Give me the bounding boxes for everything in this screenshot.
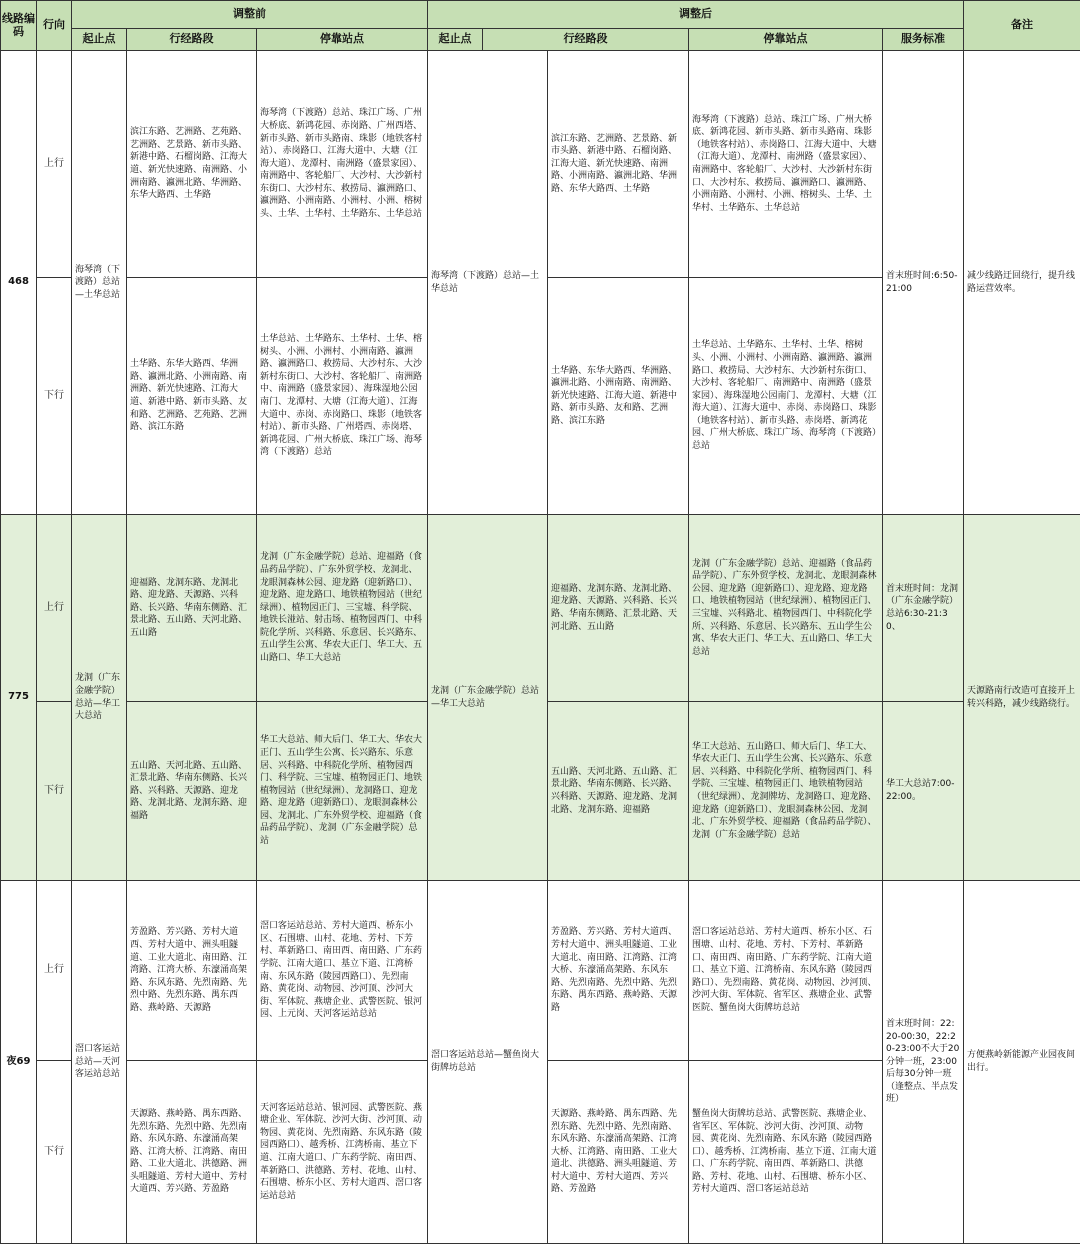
direction-down: 下行 (37, 1061, 72, 1244)
before-stops: 龙洞（广东金融学院）总站、迎福路（食品药品学院）、广东外贸学校、龙洞北、龙眼洞森林公园、迎龙路（迎新路口）、迎龙路、迎龙路口、地铁植物园站（世纪绿洲）、植物园正门、三宝墟、科学院、地铁长湴站、射击场、植物园西门、中科院化学所、兴科路、乐意居、长兴路东、五山学生公寓、华农大正门、华工大、五山路口、华工大总站 (257, 515, 428, 702)
table-row (1, 515, 1080, 702)
before-path: 滨江东路、艺洲路、艺苑路、艺洲路、艺景路、新市头路、新港中路、石榴岗路、江海大道、新光快速路、南洲路、小洲南路、瀛洲北路、华洲路、东华大路西、土华路 (127, 51, 257, 278)
after-path: 芳盈路、芳兴路、芳村大道西、芳村大道中、洲头咀隧道、工业大道北、南田路、江湾路、江湾大桥、东濠涌高架路、东风东路、先烈南路、先烈中路、先烈东路、禺东西路、燕岭路、天源路 (548, 881, 689, 1061)
after-terminals: 龙洞（广东金融学院）总站—华工大总站 (428, 515, 548, 881)
before-path: 迎福路、龙洞东路、龙洞北路、迎龙路、天源路、兴科路、长兴路、华南东侧路、汇景北路、五山路、天河北路、五山路 (127, 515, 257, 702)
before-stops: 滘口客运站总站、芳村大道西、桥东小区、石围塘、山村、花地、芳村、下芳村、革新路口、南田西、南田路、广东药学院、江南大道口、基立下道、江湾桥南、东风东路（陵园西路口）、先烈南路、黄花岗、动物园、沙河顶、沙河大街、军体院、燕塘企业、武警医院、银河园、上元岗、天河客运站总站 (257, 881, 428, 1061)
after-path: 迎福路、龙洞东路、龙洞北路、迎龙路、天源路、兴科路、长兴路、华南东侧路、汇景北路、天河北路、五山路 (548, 515, 689, 702)
route-code: 468 (1, 51, 37, 515)
after-terminals: 滘口客运站总站—蟹鱼岗大街牌坊总站 (428, 881, 548, 1244)
service-standard: 首末班时间：22:20-00:30，22:20-23:00不大于20分钟一班，23:00后每30分钟一班（逢整点、半点发班） (883, 881, 964, 1244)
service-standard: 华工大总站7:00-22:00。 (883, 702, 964, 881)
after-terminals: 海琴湾（下渡路）总站—土华总站 (428, 51, 548, 515)
after-path: 土华路、东华大路西、华洲路、瀛洲北路、小洲南路、南洲路、新光快速路、江海大道、新港中路、新市头路、友和路、艺洲路、滨江东路 (548, 278, 689, 515)
service-standard: 首末班时间：龙洞（广东金融学院）总站6:30-21:30、 (883, 515, 964, 702)
after-path: 滨江东路、艺洲路、艺景路、新市头路、新港中路、石榴岗路、江海大道、新光快速路、南洲路、小洲南路、瀛洲北路、华洲路、东华大路西、土华路 (548, 51, 689, 278)
before-terminals: 龙洞（广东金融学院）总站—华工大总站 (72, 515, 127, 881)
stops-after-header: 停靠站点 (689, 29, 883, 51)
before-path: 土华路、东华大路西、华洲路、瀛洲北路、小洲南路、南洲路、新光快速路、江海大道、新港中路、新市头路、友和路、艺洲路、艺苑路、艺洲路、滨江东路 (127, 278, 257, 515)
after-stops: 龙洞（广东金融学院）总站、迎福路（食品药品学院）、广东外贸学校、龙洞北、龙眼洞森林公园、迎龙路（迎新路口）、迎龙路、迎龙路口、地铁植物园站（世纪绿洲）、植物园正门、三宝墟、兴科路北、植物园西门、中科院化学所、兴科路、乐意居、长兴路东、五山学生公寓、华农大正门、华工大、五山路口、华工大总站 (689, 515, 883, 702)
path-after-header: 行经路段 (483, 29, 689, 51)
remark: 天源路南行改造可直接开上转兴科路，减少线路绕行。 (964, 515, 1080, 881)
before-path: 天源路、燕岭路、禺东西路、先烈东路、先烈中路、先烈南路、东风东路、东濠涌高架路、江湾大桥、江湾路、南田路、工业大道北、洪德路、洲头咀隧道、芳村大道中、芳村大道西、芳兴路、芳盈路 (127, 1061, 257, 1244)
remark-header: 备注 (964, 1, 1080, 51)
after-stops: 海琴湾（下渡路）总站、珠江广场、广州大桥底、新鸿花园、新市头路、新市头路南、珠影（地铁客村站）、赤岗路口、江海大道中、大塘（江海大道）、龙潭村、南洲路（盛景家园）、南洲路中、客轮船厂、大沙村、大沙新村东街口、大沙村东、救捞局、瀛洲路口、瀛洲路、小洲南路、小洲村、小洲、榕树头、土华、土华村、土华路东、土华总站 (689, 51, 883, 278)
table-row (1, 881, 1080, 1061)
after-path: 五山路、天河北路、五山路、汇景北路、华南东侧路、长兴路、兴科路、天源路、迎龙路、龙洞北路、龙洞东路、迎福路 (548, 702, 689, 881)
after-path: 天源路、燕岭路、禺东西路、先烈东路、先烈中路、先烈南路、东风东路、东濠涌高架路、江湾大桥、江湾路、南田路、工业大道北、洪德路、洲头咀隧道、芳村大道中、芳村大道西、芳兴路、芳盈路 (548, 1061, 689, 1244)
before-header: 调整前 (72, 1, 428, 29)
remark: 减少线路迂回绕行，提升线路运营效率。 (964, 51, 1080, 515)
route-code: 夜69 (1, 881, 37, 1244)
after-header: 调整后 (428, 1, 964, 29)
before-path: 芳盈路、芳兴路、芳村大道西、芳村大道中、洲头咀隧道、工业大道北、南田路、江湾路、江湾大桥、东濠涌高架路、东风东路、先烈南路、先烈中路、先烈东路、禺东西路、燕岭路、天源路 (127, 881, 257, 1061)
before-terminals: 海琴湾（下渡路）总站—土华总站 (72, 51, 127, 515)
before-terminals: 滘口客运站总站—天河客运站总站 (72, 881, 127, 1244)
terminals-after-header: 起止点 (428, 29, 483, 51)
before-path: 五山路、天河北路、五山路、汇景北路、华南东侧路、长兴路、兴科路、天源路、迎龙路、龙洞北路、龙洞东路、迎福路 (127, 702, 257, 881)
before-stops: 海琴湾（下渡路）总站、珠江广场、广州大桥底、新鸿花园、赤岗路、广州西塔、新市头路、新市头路南、珠影（地铁客村站）、赤岗路口、江海大道中、大塘（江海大道）、龙潭村、南洲路（盛景家园）、南洲路中、客轮船厂、大沙村、大沙新村东街口、大沙村东、救捞局、瀛洲路口、瀛洲路、小洲南路、小洲村、小洲、榕树头、土华、土华村、土华路东、土华总站 (257, 51, 428, 278)
stops-header: 停靠站点 (257, 29, 428, 51)
direction-up: 上行 (37, 515, 72, 702)
before-stops: 土华总站、土华路东、土华村、土华、榕树头、小洲、小洲村、小洲南路、瀛洲路、瀛洲路口、救捞局、大沙村东、大沙新村东街口、大沙村、客轮船厂、南洲路中、南洲路（盛景家园）、海珠湿地公园南门、龙潭村、大塘（江海大道）、江海大道中、赤岗、赤岗路口、珠影（地铁客村站）、新市头路、广州塔西、赤岗塔、新鸿花园、广州大桥底、珠江广场、海琴湾（下渡路）总站 (257, 278, 428, 515)
direction-up: 上行 (37, 51, 72, 278)
before-stops: 华工大总站、师大后门、华工大、华农大正门、五山学生公寓、长兴路东、乐意居、兴科路、中科院化学所、植物园西门、科学院、三宝墟、植物园正门、地铁植物园站（世纪绿洲）、龙洞路口、迎龙路、迎龙路（迎新路口）、龙眼洞森林公园、龙洞北、广东外贸学校、迎福路（食品药品学院）、龙洞（广东金融学院）总站 (257, 702, 428, 881)
direction-down: 下行 (37, 278, 72, 515)
service-standard: 首末班时间:6:50-21:00 (883, 51, 964, 515)
after-stops: 蟹鱼岗大街牌坊总站、武警医院、燕塘企业、省军区、军体院、沙河大街、沙河顶、动物园、黄花岗、先烈南路、东风东路（陵园西路口）、越秀桥、江湾桥南、基立下道、江南大道口、广东药学院、南田西、革新路口、洪德路、芳村、花地、山村、石围塘、桥东小区、芳村大道西、滘口客运站总站 (689, 1061, 883, 1244)
before-stops: 天河客运站总站、银河园、武警医院、燕塘企业、军体院、沙河大街、沙河顶、动物园、黄花岗、先烈南路、东风东路（陵园西路口）、越秀桥、江湾桥南、基立下道、江南大道口、广东药学院、南田西、革新路口、洪德路、芳村、花地、山村、石围塘、桥东小区、芳村大道西、滘口客运站总站 (257, 1061, 428, 1244)
after-stops: 滘口客运站总站、芳村大道西、桥东小区、石围塘、山村、花地、芳村、下芳村、革新路口、南田西、南田路、广东药学院、江南大道口、基立下道、江湾桥南、东风东路（陵园西路口）、先烈南路、黄花岗、动物园、沙河顶、沙河大街、军体院、省军区、燕塘企业、武警医院、蟹鱼岗大街牌坊总站 (689, 881, 883, 1061)
after-stops: 华工大总站、五山路口、师大后门、华工大、华农大正门、五山学生公寓、长兴路东、乐意居、兴科路、中科院化学所、植物园西门、科学院、三宝墟、植物园正门、地铁植物园站（世纪绿洲）、龙洞牌坊、龙洞路口、迎龙路、迎龙路（迎新路口）、龙眼洞森林公园、龙洞北、广东外贸学校、迎福路（食品药品学院）、龙洞（广东金融学院）总站 (689, 702, 883, 881)
route-code-header: 线路编码 (1, 1, 37, 51)
terminals-header: 起止点 (72, 29, 127, 51)
remark: 方便燕岭新能源产业园夜间出行。 (964, 881, 1080, 1244)
path-header: 行经路段 (127, 29, 257, 51)
service-header: 服务标准 (883, 29, 964, 51)
direction-up: 上行 (37, 881, 72, 1061)
direction-header: 行向 (37, 1, 72, 51)
after-stops: 土华总站、土华路东、土华村、土华、榕树头、小洲、小洲村、小洲南路、瀛洲路、瀛洲路口、救捞局、大沙村东、大沙新村东街口、大沙村、客轮船厂、南洲路中、南洲路（盛景家园）、海珠湿地公园南门、龙潭村、大塘（江海大道）、江海大道中、赤岗、赤岗路口、珠影（地铁客村站）、新市头路、赤岗塔、新鸿花园、广州大桥底、珠江广场、海琴湾（下渡路）总站 (689, 278, 883, 515)
direction-down: 下行 (37, 702, 72, 881)
route-code: 775 (1, 515, 37, 881)
table-row (1, 51, 1080, 278)
